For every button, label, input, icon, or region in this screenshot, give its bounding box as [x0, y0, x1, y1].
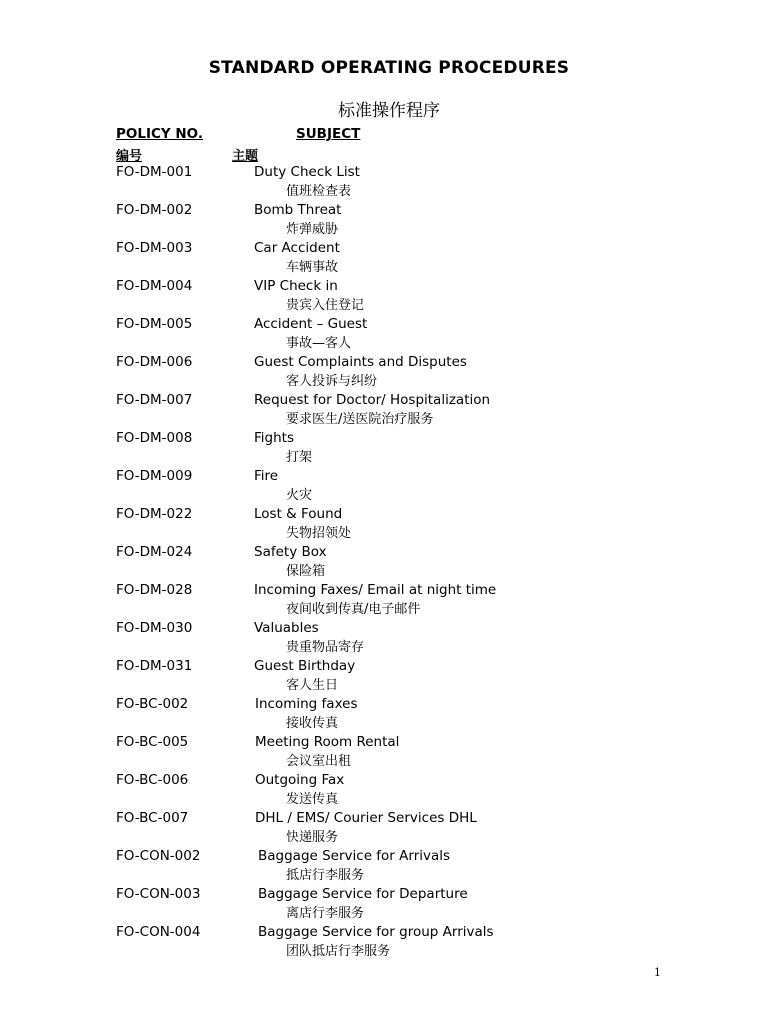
procedure-entry — [116, 885, 716, 923]
procedure-entry — [116, 163, 716, 201]
subject-title-cn: 团队抵店行李服务 — [286, 944, 391, 959]
subject-title: Baggage Service for group Arrivals — [258, 924, 494, 940]
procedure-entry — [116, 657, 716, 695]
subject-title-cn: 要求医生/送医院治疗服务 — [286, 412, 434, 427]
procedure-entry — [116, 391, 716, 429]
procedure-entry — [116, 315, 716, 353]
subject-title: Outgoing Fax — [255, 772, 345, 788]
subject-title: Valuables — [254, 620, 319, 636]
subject-title-cn: 失物招领处 — [286, 526, 352, 541]
policy-code: FO-CON-003 — [116, 886, 201, 902]
procedure-entry — [116, 505, 716, 543]
procedure-entry — [116, 543, 716, 581]
subject-title: Baggage Service for Arrivals — [258, 848, 451, 864]
page-number: 1 — [654, 966, 661, 979]
procedure-entry — [116, 923, 716, 961]
procedure-entry — [116, 809, 716, 847]
policy-code: FO-DM-008 — [116, 430, 193, 446]
subject-title: Bomb Threat — [254, 202, 342, 218]
subject-title-cn: 离店行李服务 — [286, 906, 365, 921]
subject-title-cn: 事故—客人 — [286, 336, 352, 351]
subject-title-cn: 车辆事故 — [286, 260, 339, 275]
policy-code: FO-DM-004 — [116, 278, 193, 294]
subject-title: Accident – Guest — [254, 316, 368, 332]
policy-code: FO-DM-024 — [116, 544, 193, 560]
subject-title-cn: 贵宾入住登记 — [286, 298, 365, 313]
policy-code: FO-DM-009 — [116, 468, 193, 484]
policy-code: FO-DM-002 — [116, 202, 193, 218]
procedure-entry — [116, 619, 716, 657]
procedure-entry — [116, 201, 716, 239]
subject-title-cn: 客人投诉与纠纷 — [286, 374, 378, 389]
document-title: STANDARD OPERATING PROCEDURES — [208, 58, 570, 78]
subject-title: DHL / EMS/ Courier Services DHL — [255, 810, 477, 826]
subject-title-cn: 抵店行李服务 — [286, 868, 365, 883]
policy-code: FO-BC-007 — [116, 810, 189, 826]
procedure-entry — [116, 695, 716, 733]
subject-title-cn: 打架 — [286, 450, 313, 465]
subject-title-cn: 快递服务 — [286, 830, 339, 845]
subject-title: Fire — [254, 468, 279, 484]
procedure-entry — [116, 277, 716, 315]
procedure-entry — [116, 353, 716, 391]
policy-code: FO-CON-002 — [116, 848, 201, 864]
subject-title: Request for Doctor/ Hospitalization — [254, 392, 491, 408]
policy-code: FO-DM-007 — [116, 392, 193, 408]
subject-header: SUBJECT — [296, 126, 361, 142]
subject-title: Baggage Service for Departure — [258, 886, 468, 902]
subject-header-cn: 主题 — [232, 149, 259, 164]
procedure-entry — [116, 467, 716, 505]
policy-code: FO-DM-001 — [116, 164, 193, 180]
procedure-entry — [116, 429, 716, 467]
procedure-entry — [116, 733, 716, 771]
subject-title: Fights — [254, 430, 294, 446]
subject-title-cn: 夜间收到传真/电子邮件 — [286, 602, 421, 617]
subject-title: VIP Check in — [254, 278, 338, 294]
policy-code: FO-DM-031 — [116, 658, 193, 674]
procedure-entry — [116, 847, 716, 885]
subject-title: Meeting Room Rental — [255, 734, 400, 750]
procedure-entry — [116, 771, 716, 809]
subject-title: Safety Box — [254, 544, 327, 560]
subject-title-cn: 火灾 — [286, 488, 313, 503]
subject-title: Duty Check List — [254, 164, 360, 180]
policy-code: FO-DM-028 — [116, 582, 193, 598]
subject-title: Incoming faxes — [255, 696, 358, 712]
procedure-entry — [116, 239, 716, 277]
policy-no-header: POLICY NO. — [116, 126, 203, 142]
subject-title-cn: 贵重物品寄存 — [286, 640, 365, 655]
policy-code: FO-DM-003 — [116, 240, 193, 256]
subject-title-cn: 客人生日 — [286, 678, 339, 693]
policy-code: FO-BC-006 — [116, 772, 189, 788]
subject-title-cn: 发送传真 — [286, 792, 339, 807]
subject-title-cn: 值班检查表 — [286, 184, 352, 199]
policy-code: FO-DM-005 — [116, 316, 193, 332]
policy-no-header-cn: 编号 — [116, 149, 143, 164]
subject-title: Guest Birthday — [254, 658, 356, 674]
policy-code: FO-BC-002 — [116, 696, 189, 712]
policy-code: FO-CON-004 — [116, 924, 201, 940]
subject-title-cn: 保险箱 — [286, 564, 326, 579]
subject-title-cn: 炸弹威胁 — [286, 222, 339, 237]
procedure-entry — [116, 581, 716, 619]
procedure-list — [116, 163, 716, 961]
subject-title: Lost & Found — [254, 506, 343, 522]
policy-code: FO-BC-005 — [116, 734, 189, 750]
subject-title: Car Accident — [254, 240, 340, 256]
policy-code: FO-DM-006 — [116, 354, 193, 370]
subject-title-cn: 接收传真 — [286, 716, 339, 731]
subject-title-cn: 会议室出租 — [286, 754, 352, 769]
policy-code: FO-DM-030 — [116, 620, 193, 636]
subject-title: Incoming Faxes/ Email at night time — [254, 582, 497, 598]
document-subtitle: 标准操作程序 — [338, 101, 440, 121]
policy-code: FO-DM-022 — [116, 506, 193, 522]
subject-title: Guest Complaints and Disputes — [254, 354, 467, 370]
